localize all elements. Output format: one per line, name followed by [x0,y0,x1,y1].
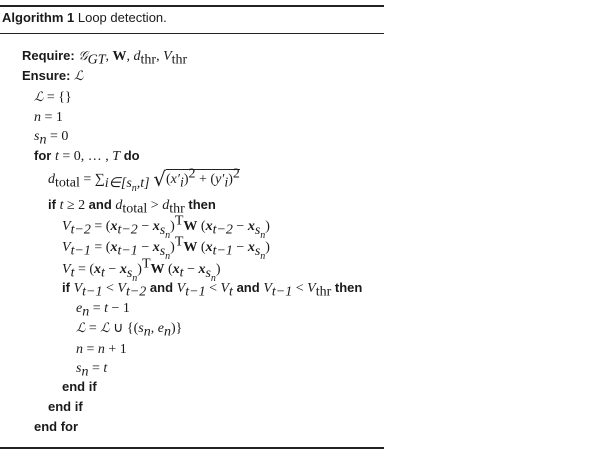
line-end-if-inner: end if [62,379,97,394]
line-if-local-min: if $V_{t-1} < V_{t-2}$ and $V_{t-1} < V_t$ and $V_{t-1} < V_{thr}$ then [62,280,363,300]
bottom-rule [0,447,384,449]
line-init-n: n = 1 [34,110,63,125]
line-increment-n: n = n + 1 [76,342,127,357]
line-dtotal: $d_{total} = \sum_{i\in[s_n,t]}$ $√(x'_i)^2 + (y'_i)^2$ [48,166,240,194]
algorithm-header [2,10,167,25]
header-rule [0,33,384,34]
line-v-t-minus-1: $V_{t-1} = (x_{t-1} - x_{s_n})^TW$ $(x_{t-1} - x_{s_n})$ [62,234,270,262]
algorithm-label: Algorithm 1 [2,10,75,25]
line-v-t-minus-2: $V_{t-2} = (x_{t-2} - x_{s_n})^TW$ $(x_{t-2} - x_{s_n})$ [62,213,270,241]
line-end-if-outer: end if [48,399,83,414]
line-append-loop: ℒ = ℒ ∪ {($s_n$, $e_n$)} [76,321,183,340]
line-set-e: $e_n = t - 1$ [76,301,130,320]
line-for: for t = 0, … , T do [34,148,140,164]
top-rule [0,5,384,7]
line-init-s: $s_n = 0$ [34,129,69,148]
line-v-t: $V_t = (x_t - x_{s_n})^TW$ $(x_t - x_{s_n})$ [62,256,221,284]
line-end-for: end for [34,419,79,434]
line-require: Require: 𝒢$_{GT}$, W, $d_{thr}$, $V_{thr}$ [22,48,188,68]
algorithm-title: Loop detection. [77,10,167,25]
line-if-dthr: if t ≥ 2 and $d_{total} > d_{thr}$ then [48,197,216,217]
line-init-set: ℒ = {} [34,90,72,105]
line-set-s: $s_n = t$ [76,361,108,380]
line-ensure: Ensure: ℒ [22,68,84,84]
